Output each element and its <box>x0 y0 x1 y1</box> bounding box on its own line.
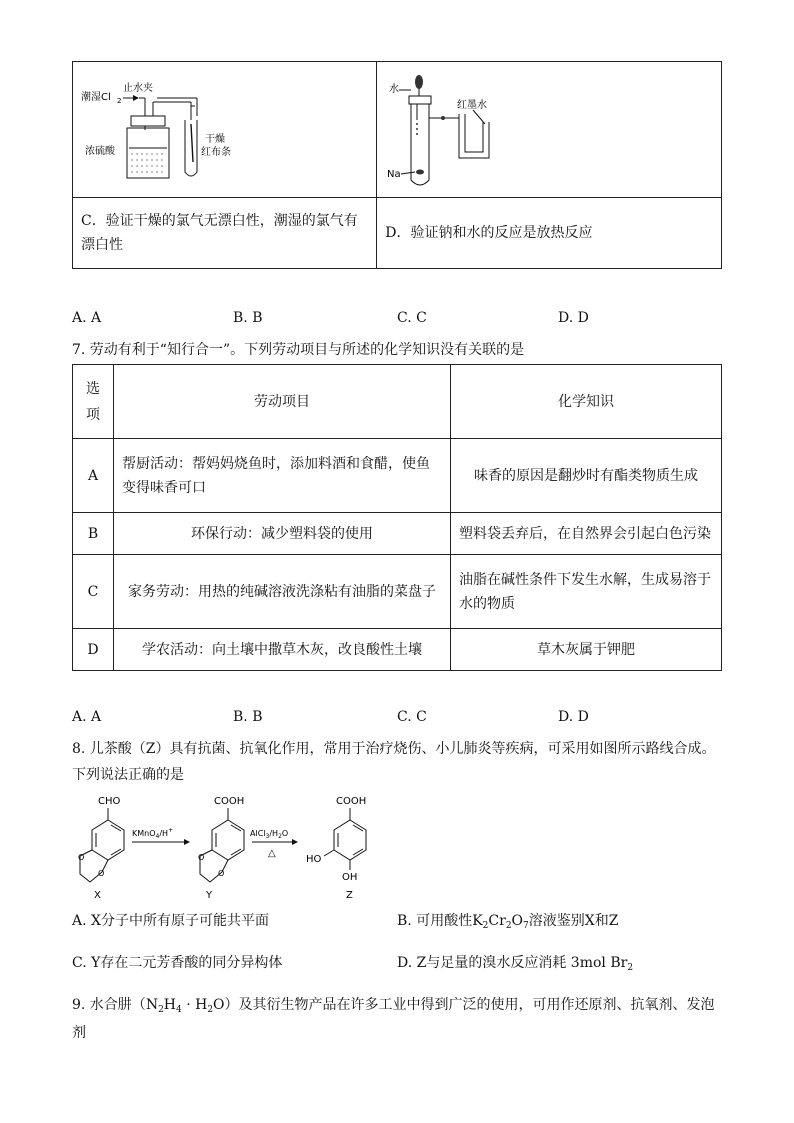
q8-option-b[interactable]: B. 可用酸性$K_2Cr_2O_7$溶液鉴别X和Z <box>397 913 619 931</box>
label-wet-cl2-sub: 2 <box>117 97 122 105</box>
q7-row-d-project: 学农活动：向土壤中撒草木灰，改良酸性土壤 <box>114 629 451 671</box>
q7-option-a[interactable]: A. A <box>72 709 102 725</box>
z-oh-label: OH <box>342 872 358 883</box>
table-row <box>73 513 722 555</box>
q9-stem: 9. 水合肼$(N_2H_4 \cdot H_2O)$及其衍生物产品在许多工业中得到广泛的使用，可用作还原剂、抗氧剂、发泡剂 <box>72 997 715 1041</box>
q8-synthesis-route <box>66 790 386 902</box>
z-cooh-label: COOH <box>336 796 367 807</box>
table-row <box>73 629 722 671</box>
q7-header-option: 选项 <box>73 365 114 439</box>
svg-text:O: O <box>198 853 205 862</box>
q6-option-d[interactable]: D. D <box>558 310 589 326</box>
label-water: 水 <box>389 84 400 95</box>
sodium-water-figure <box>377 62 717 189</box>
svg-text:O: O <box>218 869 225 878</box>
label-z: Z <box>346 890 353 901</box>
q8-stem: 8. 儿茶酸（Z）具有抗菌、抗氧化作用，常用于治疗烧伤、小儿肺炎等疾病，可采用如图所示路线合成。下列说法正确的是 <box>72 741 716 783</box>
svg-text:AlCl3/H2O: $AlCl_3/H_2O$ <box>250 829 289 840</box>
q8-option-a[interactable]: A. X分子中所有原子可能共平面 <box>72 913 269 929</box>
q7-option-d[interactable]: D. D <box>558 709 589 725</box>
q7-row-c-project: 家务劳动：用热的纯碱溶液洗涤粘有油脂的菜盘子 <box>114 555 451 629</box>
label-red-ink: 红墨水 <box>457 100 488 111</box>
option-d-text: D．验证钠和水的反应是放热反应 <box>377 198 722 269</box>
figure-cell-d <box>377 62 722 198</box>
y-cooh-label: COOH <box>214 796 245 807</box>
q7-row-a-opt: A <box>73 439 114 513</box>
label-na: Na <box>387 169 401 180</box>
label-wet-cl2: 潮湿Cl <box>81 92 111 103</box>
q7-option-b[interactable]: B. B <box>233 709 263 725</box>
heat-symbol: △ <box>268 848 276 859</box>
q7-row-c-opt: C <box>73 555 114 629</box>
label-conc-sulfuric-acid: 浓硫酸 <box>85 146 115 157</box>
table-row <box>73 439 722 513</box>
q6-options <box>72 310 722 332</box>
q7-row-a-knowledge: 味香的原因是翻炒时有酯类物质生成 <box>451 439 722 513</box>
table-row <box>73 555 722 629</box>
q7-table <box>72 364 722 671</box>
q7-header-project: 劳动项目 <box>114 365 451 439</box>
q8-option-c[interactable]: C. Y存在二元芳香酸的同分异构体 <box>72 955 283 971</box>
label-y: Y <box>206 890 213 901</box>
q6-table <box>72 61 722 269</box>
svg-text:KMnO4/H+: KMnO$_4$/H+ <box>132 827 174 840</box>
q7-stem: 7. 劳动有利于“知行合一”。下列劳动项目与所述的化学知识没有关联的是 <box>72 342 525 358</box>
q6-option-a[interactable]: A. A <box>72 310 102 326</box>
q6-option-b[interactable]: B. B <box>233 310 263 326</box>
option-c-text: C．验证干燥的氯气无漂白性，潮湿的氯气有漂白性 <box>73 198 377 269</box>
svg-text:O: O <box>78 853 85 862</box>
q6-option-c[interactable]: C. C <box>397 310 427 326</box>
label-x: X <box>94 890 101 901</box>
q7-row-c-knowledge: 油脂在碱性条件下发生水解，生成易溶于水的物质 <box>451 555 722 629</box>
chlorine-apparatus-figure <box>73 62 373 189</box>
q7-header-knowledge: 化学知识 <box>451 365 722 439</box>
q7-row-b-opt: B <box>73 513 114 555</box>
x-cho-label: CHO <box>98 796 121 807</box>
q7-row-d-opt: D <box>73 629 114 671</box>
q7-row-b-project: 环保行动：减少塑料袋的使用 <box>114 513 451 555</box>
q7-option-c[interactable]: C. C <box>397 709 427 725</box>
svg-text:O: O <box>98 869 105 878</box>
q7-options <box>72 709 722 731</box>
label-red-cloth: 红布条 <box>201 147 231 158</box>
label-clamp: 止水夹 <box>123 83 153 94</box>
q7-row-d-knowledge: 草木灰属于钾肥 <box>451 629 722 671</box>
figure-cell-c <box>73 62 377 198</box>
q7-row-b-knowledge: 塑料袋丢弃后，在自然界会引起白色污染 <box>451 513 722 555</box>
label-dry: 干燥 <box>205 134 225 145</box>
q7-row-a-project: 帮厨活动：帮妈妈烧鱼时，添加料酒和食醋，使鱼变得味香可口 <box>114 439 451 513</box>
q8-option-d[interactable]: D. Z与足量的溴水反应消耗 3mol $Br_2$ <box>397 955 634 973</box>
z-ho-label: HO <box>306 854 322 865</box>
